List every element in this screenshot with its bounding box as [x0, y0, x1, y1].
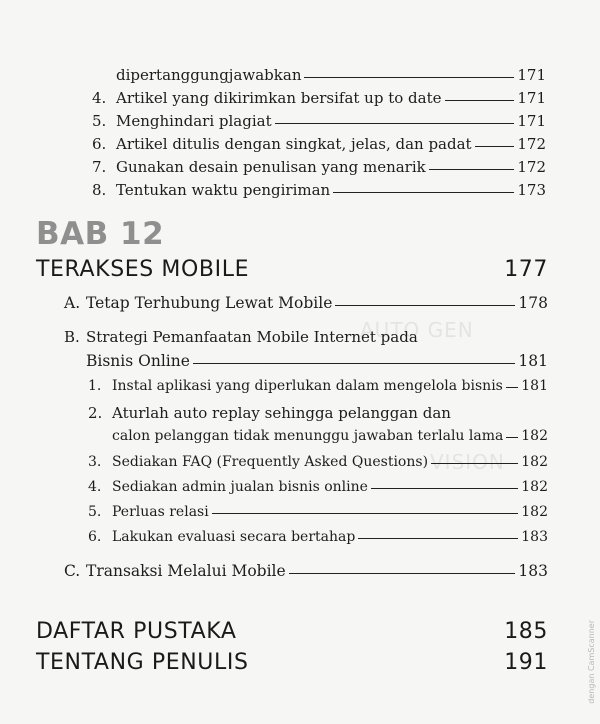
toc-section[interactable]: [64, 562, 548, 580]
dot-leader: [475, 146, 515, 147]
dot-leader: [335, 305, 515, 306]
toc-entry[interactable]: [116, 66, 546, 84]
toc-section[interactable]: [86, 352, 548, 370]
chapter-title-row[interactable]: [36, 257, 548, 282]
item-number: 5.: [92, 112, 107, 130]
section-letter: A.: [64, 294, 81, 312]
toc-entry[interactable]: [92, 181, 546, 199]
toc-entry[interactable]: [88, 378, 548, 394]
item-number: 6.: [88, 529, 102, 545]
toc-entry[interactable]: [88, 479, 548, 495]
section-letter: C.: [64, 562, 81, 580]
bleed-through-text: AUTO GEN: [360, 318, 474, 342]
entry-text: Menghindari plagiat: [116, 112, 272, 130]
page-number: 172: [517, 158, 546, 176]
item-number: 4.: [92, 89, 107, 107]
back-matter-page-number: 185: [504, 619, 548, 644]
toc-entry[interactable]: [88, 504, 548, 520]
entry-text: Lakukan evaluasi secara bertahap: [112, 529, 356, 545]
bleed-through-text: VISION: [430, 450, 505, 474]
toc-entry[interactable]: [92, 112, 546, 130]
dot-leader: [506, 437, 518, 438]
toc-entry[interactable]: [92, 158, 546, 176]
page-number: 173: [517, 181, 546, 199]
back-matter-page-number: 191: [504, 650, 548, 675]
toc-entry-line[interactable]: [88, 404, 451, 422]
chapter-label: BAB 12: [36, 216, 165, 252]
dot-leader: [289, 573, 516, 574]
page-number: 171: [517, 89, 546, 107]
item-number: 5.: [88, 504, 102, 520]
page-number: 171: [517, 112, 546, 130]
entry-text: Artikel yang dikirimkan bersifat up to date: [116, 89, 442, 107]
toc-section-line[interactable]: [64, 328, 418, 346]
entry-text: Gunakan desain penulisan yang menarik: [116, 158, 426, 176]
entry-text-continued: calon pelanggan tidak menunggu jawaban terlalu lama: [112, 428, 504, 444]
entry-text: Perluas relasi: [112, 504, 209, 520]
dot-leader: [304, 77, 514, 78]
page-number: 172: [517, 135, 546, 153]
entry-text: dipertanggungjawabkan: [116, 66, 302, 84]
chapter-title: TERAKSES MOBILE: [36, 257, 250, 282]
page-number: 182: [521, 428, 548, 444]
back-matter-row-bibliography[interactable]: [36, 619, 548, 644]
page-number: 181: [518, 352, 548, 370]
dot-leader: [333, 192, 514, 193]
page-number: 183: [518, 562, 548, 580]
entry-text: Artikel ditulis dengan singkat, jelas, dan padat: [116, 135, 472, 153]
page-number: 178: [518, 294, 548, 312]
toc-section[interactable]: [64, 294, 548, 312]
item-number: 3.: [88, 454, 102, 470]
page-number: 182: [521, 504, 548, 520]
entry-text: Sediakan admin jualan bisnis online: [112, 479, 368, 495]
toc-entry[interactable]: [88, 529, 548, 545]
entry-text: Sediakan FAQ (Frequently Asked Questions): [112, 454, 429, 470]
section-text: Strategi Pemanfaatan Mobile Internet pada: [86, 328, 418, 346]
dot-leader: [506, 387, 518, 388]
entry-text: Instal aplikasi yang diperlukan dalam mengelola bisnis: [112, 378, 503, 394]
toc-entry[interactable]: [112, 428, 548, 444]
section-text: Tetap Terhubung Lewat Mobile: [86, 294, 333, 312]
item-number: 8.: [92, 181, 107, 199]
item-number: 7.: [92, 158, 107, 176]
entry-text: Tentukan waktu pengiriman: [116, 181, 331, 199]
back-matter-row-author[interactable]: [36, 650, 548, 675]
dot-leader: [429, 169, 515, 170]
page-number: 171: [517, 66, 546, 84]
dot-leader: [371, 488, 518, 489]
entry-text: Aturlah auto replay sehingga pelanggan dan: [112, 404, 451, 422]
toc-entry[interactable]: [92, 89, 546, 107]
page-number: 182: [521, 479, 548, 495]
section-text-continued: Bisnis Online: [86, 352, 190, 370]
dot-leader: [445, 100, 515, 101]
chapter-page-number: 177: [504, 257, 548, 282]
dot-leader: [212, 513, 519, 514]
item-number: 6.: [92, 135, 107, 153]
toc-entry[interactable]: [88, 454, 548, 470]
toc-entry[interactable]: [92, 135, 546, 153]
item-number: 2.: [88, 404, 103, 422]
dot-leader: [431, 463, 518, 464]
item-number: 4.: [88, 479, 102, 495]
section-text: Transaksi Melalui Mobile: [86, 562, 286, 580]
back-matter-title: TENTANG PENULIS: [36, 650, 249, 675]
item-number: 1.: [88, 378, 102, 394]
dot-leader: [275, 123, 515, 124]
dot-leader: [358, 538, 518, 539]
page-number: 181: [521, 378, 548, 394]
section-letter: B.: [64, 328, 80, 346]
scanner-watermark: dengan CamScanner: [587, 620, 596, 704]
dot-leader: [193, 363, 516, 364]
back-matter-title: DAFTAR PUSTAKA: [36, 619, 237, 644]
page-number: 182: [521, 454, 548, 470]
page-number: 183: [521, 529, 548, 545]
